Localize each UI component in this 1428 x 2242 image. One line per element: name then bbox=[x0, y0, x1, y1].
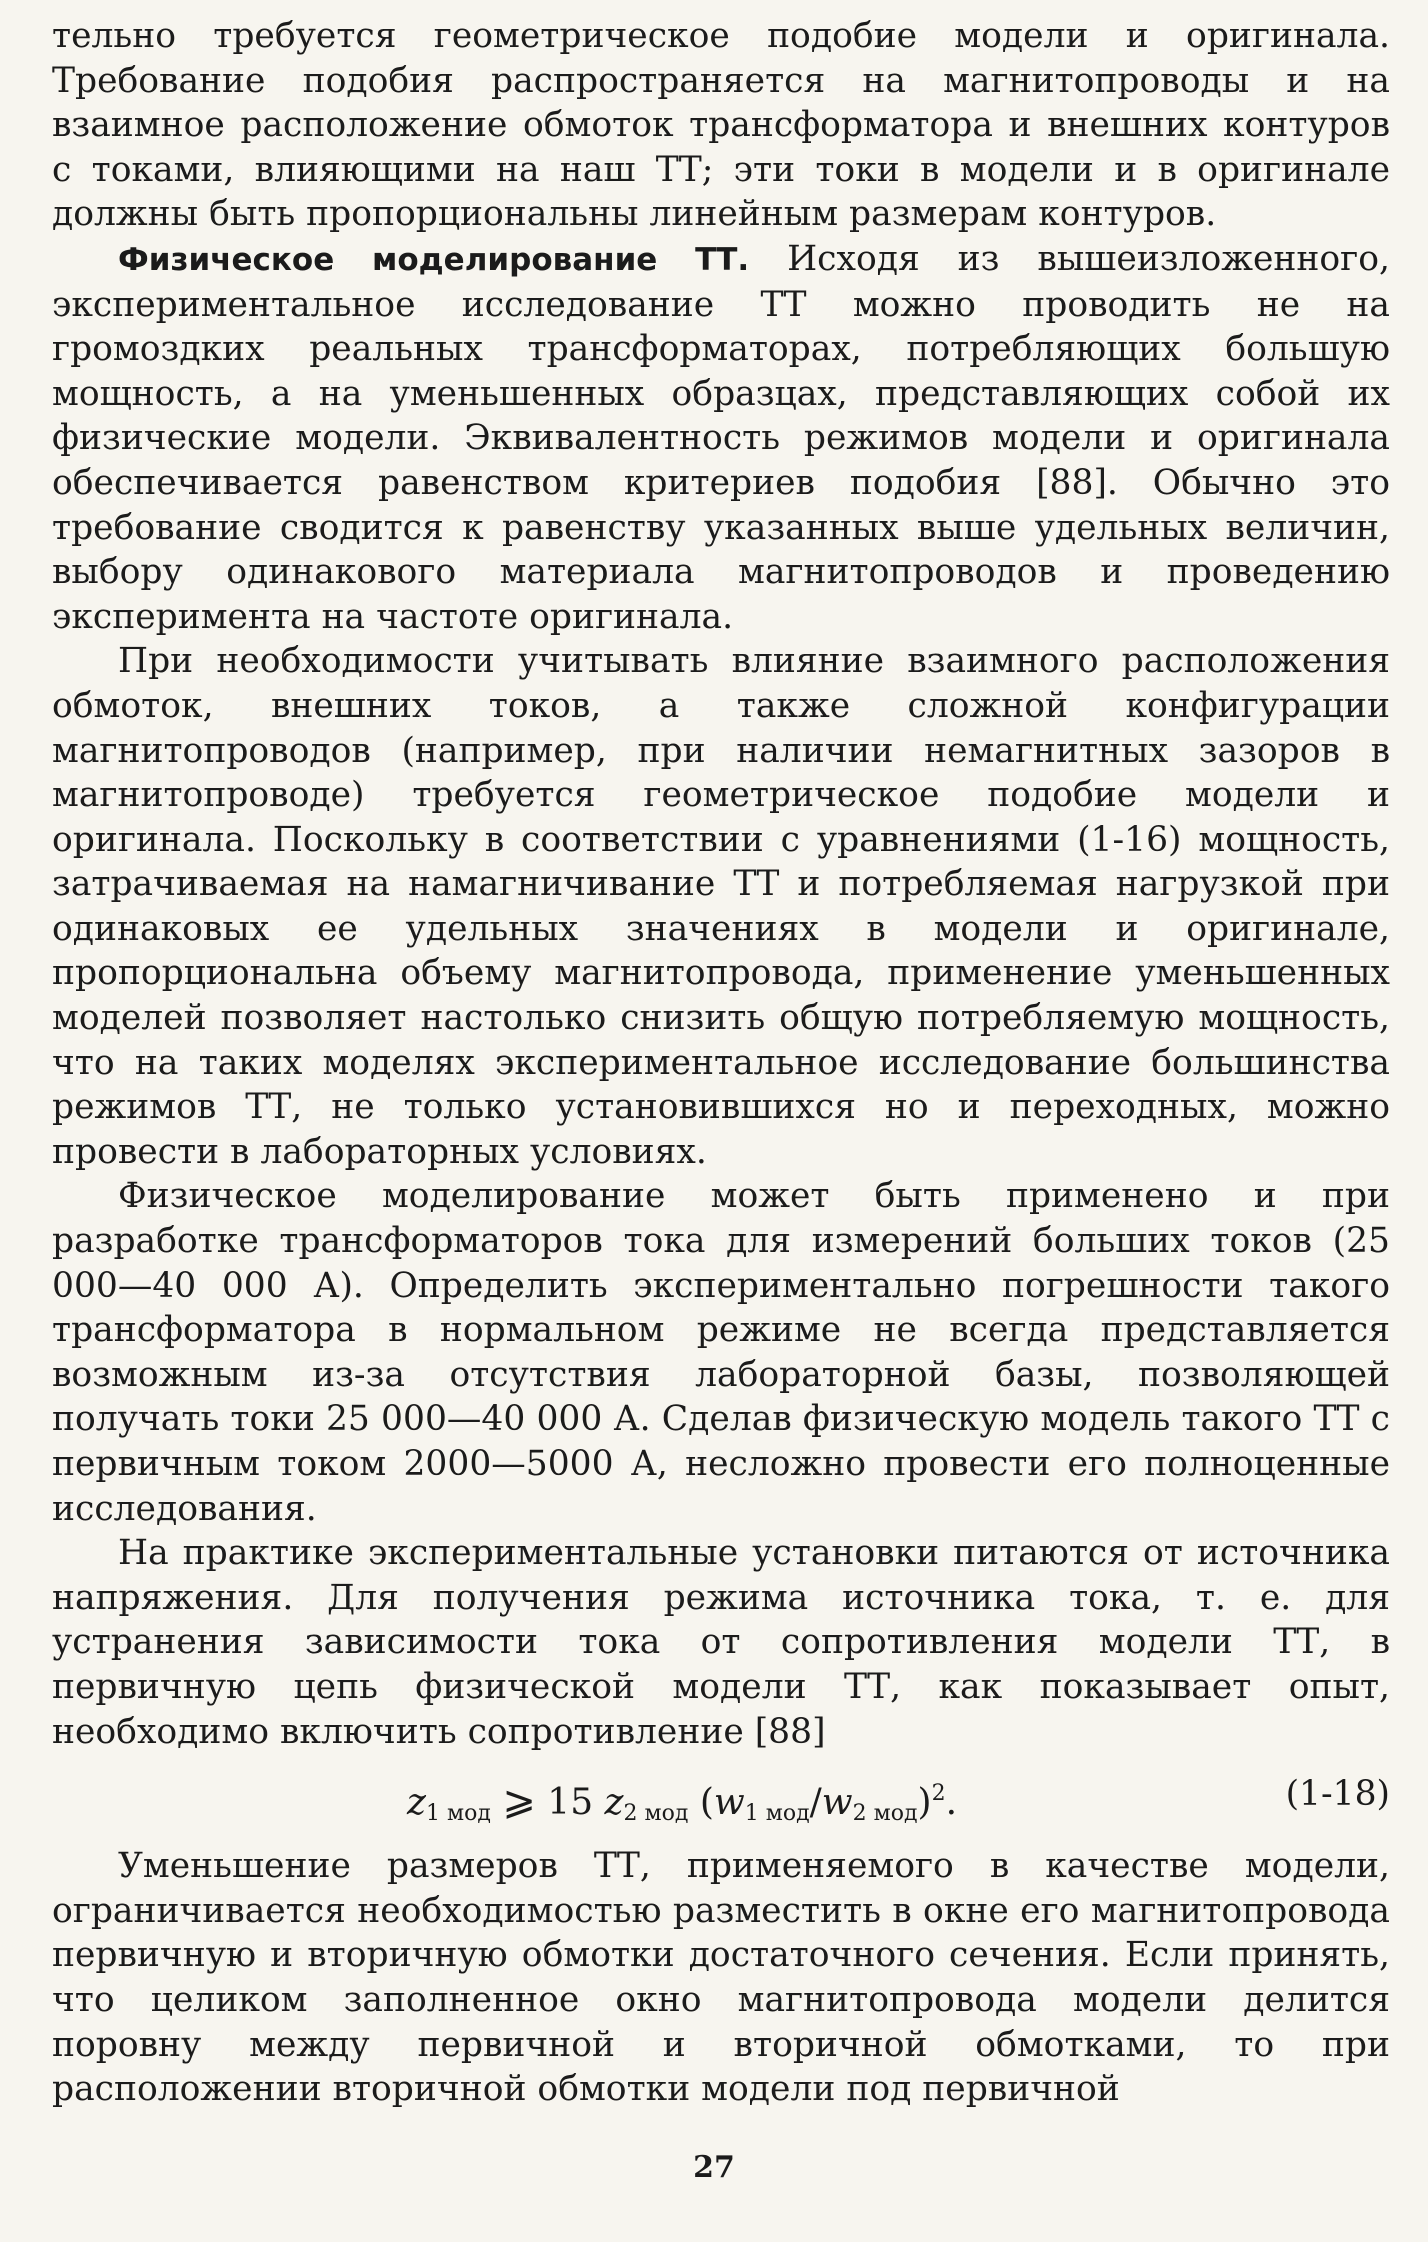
formula-coefficient: 15 bbox=[535, 1782, 605, 1824]
formula-sub-w2mod: 2 мод bbox=[852, 1801, 918, 1827]
formula-w2: w bbox=[821, 1782, 853, 1824]
paragraph-large-currents: Физическое моделирование может быть применено и при разработке трансформаторов тока для измерений больших токов (25 000—40 000 А). Определить экспериментально погрешности такого трансформатора в нормальном режиме не всегда представляется возможным из-за отсутствия лабораторной базы, позволяющей получать токи 25 000—40 000 А. Сделав физическую модель такого ТТ с первичным током 2000—5000 А, несложно провести его полноценные исследования. bbox=[52, 1176, 1390, 1529]
formula-power: 2 bbox=[931, 1781, 946, 1807]
formula-z2: z bbox=[604, 1782, 624, 1824]
formula-z1: z bbox=[407, 1782, 426, 1824]
formula-number: (1-18) bbox=[1285, 1774, 1390, 1815]
paragraph-continued: тельно требуется геометрическое подобие модели и оригинала. Требование подобия распространяется на магнитопроводы и на взаимное расположение обмоток трансформатора и внешних контуров с токами, влияющими на наш ТТ; эти токи в модели и в оригинале должны быть пропорциональны линейным размерам контуров. bbox=[52, 16, 1390, 235]
paragraph-text: Исходя из вышеизложенного, экспериментальное исследование ТТ можно проводить не на громоздких реальных трансформаторах, потребляющих большую мощность, а на уменьшенных образцах, представляющих собой их физические модели. Эквивалентность режимов модели и оригинала обеспечивается равенством критериев подобия [88]. Обычно это требование сводится к равенству указанных выше удельных величин, выбору одинакового материала магнитопроводов и проведению эксперимента на частоте оригинала. bbox=[52, 238, 1390, 637]
formula-slash: / bbox=[809, 1782, 822, 1824]
paragraph-size-reduction: Уменьшение размеров ТТ, применяемого в качестве модели, ограничивается необходимостью разместить в окне его магнитопровода первичную и вторичную обмотки достаточного сечения. Если принять, что целиком заполненное окно магнитопровода модели делится поровну между первичной и вторичной обмотками, то при расположении вторичной обмотки модели под первичной bbox=[52, 1846, 1390, 2110]
formula-1-18 bbox=[52, 1762, 1390, 1836]
formula-sub-w1mod: 1 мод bbox=[744, 1801, 810, 1827]
section-heading: Физическое моделирование ТТ. bbox=[118, 241, 750, 278]
formula-expression bbox=[407, 1772, 957, 1837]
paragraph-voltage-source: На практике экспериментальные установки питаются от источника напряжения. Для получения режима источника тока, т. е. для устранения зависимости тока от сопротивления модели ТТ, в первичную цепь физической модели ТТ, как показывает опыт, необходимо включить сопротивление [88] bbox=[52, 1533, 1390, 1752]
paragraph-physical-modeling bbox=[52, 237, 1390, 639]
formula-sub-1mod: 1 мод bbox=[425, 1801, 491, 1827]
formula-dot: . bbox=[945, 1782, 958, 1824]
formula-close-paren: ) bbox=[917, 1782, 932, 1824]
formula-sub-2mod: 2 мод bbox=[623, 1801, 689, 1827]
paragraph-geometric-similarity: При необходимости учитывать влияние взаимного расположения обмоток, внешних токов, а также сложной конфигурации магнитопроводов (например, при наличии немагнитных зазоров в магнитопроводе) требуется геометрическое подобие модели и оригинала. Поскольку в соответствии с уравнениями (1-16) мощность, затрачиваемая на намагничивание ТТ и потребляемая нагрузкой при одинаковых ее удельных значениях в модели и оригинале, пропорциональна объему магнитопровода, применение уменьшенных моделей позволяет настолько снизить общую потребляемую мощность, что на таких моделях экспериментальное исследование большинства режимов ТТ, не только установившихся но и переходных, можно провести в лабораторных условиях. bbox=[52, 641, 1390, 1172]
formula-open-paren: ( bbox=[688, 1782, 714, 1824]
formula-ge-sign: ⩾ bbox=[502, 1778, 536, 1825]
formula-w1: w bbox=[713, 1782, 745, 1824]
page-number: 27 bbox=[693, 2150, 735, 2185]
body-text bbox=[52, 14, 1390, 2112]
